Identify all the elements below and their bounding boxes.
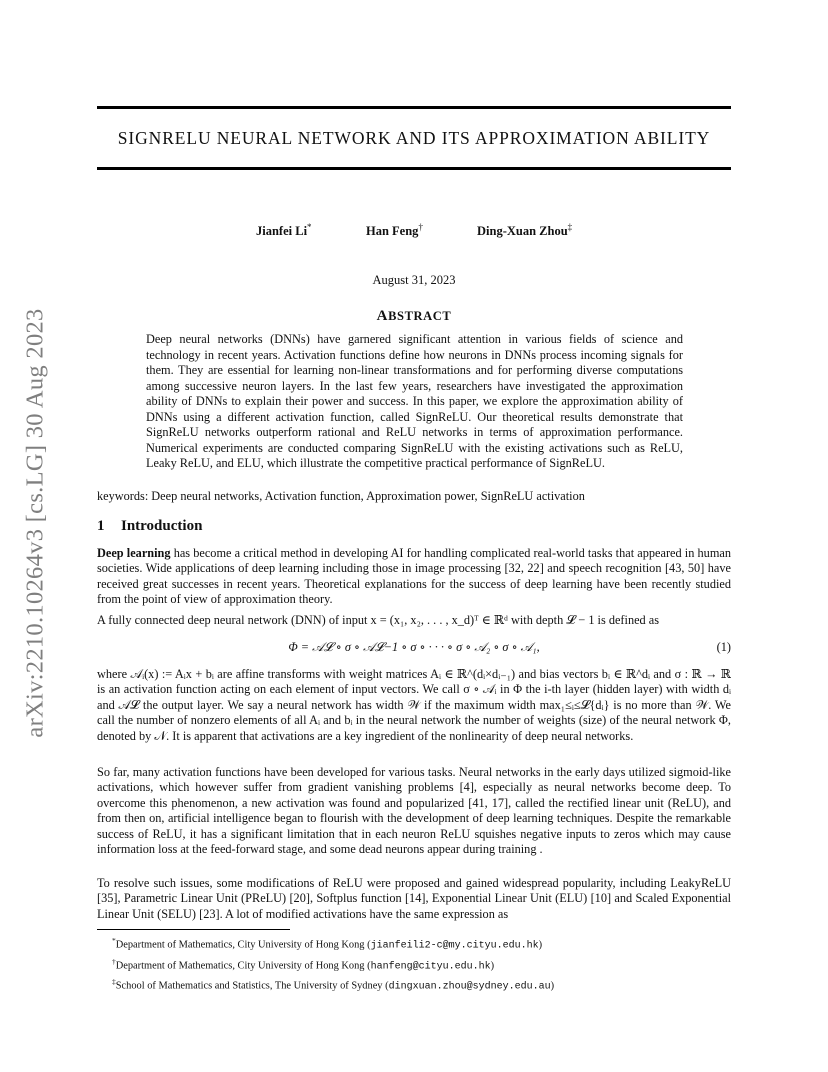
footnote-mark: * (112, 936, 116, 945)
footnote (112, 954, 731, 975)
author (477, 220, 572, 240)
footnote (112, 933, 731, 954)
paragraph (97, 546, 731, 608)
author (256, 220, 312, 240)
paragraph: where 𝒜ᵢ(x) := Aᵢx + bᵢ are affine transforms with weight matrices Aᵢ ∈ ℝ^(dᵢ×dᵢ₋₁) and bias vectors bᵢ ∈ ℝ^dᵢ and σ : ℝ → ℝ is an activation function acting on each element of input vectors. We call σ ∘ 𝒜ᵢ in Φ the i-th layer (hidden layer) with width dᵢ and 𝒜𝓛 the output layer. We say a neural network has width 𝒲 if the maximum width max₁≤ᵢ≤𝓛{dᵢ} is no more than 𝒲. We call the number of nonzero elements of all Aᵢ and bᵢ in the neural network the number of weights (size) of the neural network Φ, denoted by 𝒩. It is apparent that activations are a key ingredient of the nonlinearity of deep neural networks. (97, 667, 731, 743)
author (366, 220, 423, 240)
author-name: Han Feng (366, 224, 419, 239)
paragraph-text: has become a critical method in developing AI for handling complicated real-world tasks that appeared in human societies. Wide applications of deep learning including those in image processing [32, 22] and speech recognition [43, 50] have received great successes in recent years. Theoretical explanations for the success of deep learning have been recently studied from the point of view of approximation theory. (97, 546, 732, 607)
paragraph: To resolve such issues, some modifications of ReLU were proposed and gained widespread popularity, including LeakyReLU [35], Parametric Linear Unit (PReLU) [20], Softplus function [14], Exponential Linear Unit (ELU) [10] and Scaled Exponential Linear Unit (SELU) [23]. A lot of modified activations have the same expression as (97, 876, 731, 921)
author-mark: † (418, 222, 423, 232)
footnote-text: Department of Mathematics, City University of Hong Kong ( (115, 960, 371, 972)
footnote (112, 974, 731, 995)
abstract-heading-rest: BSTRACT (388, 309, 452, 323)
equation (97, 640, 731, 656)
arxiv-sidebar (22, 285, 48, 761)
title-rule-top (97, 106, 731, 109)
footnote-close: ) (538, 939, 543, 951)
title-rule-bottom (97, 167, 731, 170)
abstract-text: Deep neural networks (DNNs) have garnered significant attention in various fields of science and technology in recent years. Activation functions define how neurons in DNNs process incoming signals for them. They are essential for learning non-linear transformations and for performing diverse computations among successive neuron layers. In the last few years, researchers have investigated the approximation ability of DNNs to explain their power and success. In this paper, we explore the approximation ability of DNNs using a different activation function, called SignReLU. Our theoretical results demonstrate that SignReLU networks outperform rational and ReLU networks in terms of approximation performance. Numerical experiments are conducted comparing SignReLU with the existing activations such as ReLU, Leaky ReLU, and ELU, which illustrate the competitive practical performance of SignReLU. (146, 332, 683, 470)
section-heading (97, 519, 202, 534)
footnote-mark: † (112, 956, 116, 966)
equation-number: (1) (716, 640, 731, 654)
footnote-rule (97, 929, 290, 930)
footnote-close: ) (490, 960, 495, 972)
equation-formula: Φ = 𝒜𝓛 ∘ σ ∘ 𝒜𝓛−1 ∘ σ ∘ · · · ∘ σ ∘ 𝒜₂ ∘ σ ∘ 𝒜₁, (288, 640, 540, 654)
author-name: Ding-Xuan Zhou (477, 224, 568, 239)
footnotes (112, 933, 731, 995)
paragraph: A fully connected deep neural network (DNN) of input x = (x₁, x₂, . . . , x_d)ᵀ ∈ ℝᵈ with depth 𝓛 − 1 is defined as (97, 613, 660, 627)
bold-term: Deep learning (97, 546, 171, 560)
arxiv-identifier: arXiv:2210.10264v3 [cs.LG] 30 Aug 2023 (21, 308, 49, 738)
author-name: Jianfei Li (256, 224, 308, 239)
footnote-text: School of Mathematics and Statistics, The University of Sydney ( (115, 980, 389, 992)
footnote-email: jianfeili2-c@my.cityu.edu.hk (370, 940, 539, 952)
footnote-email: hanfeng@cityu.edu.hk (370, 961, 491, 973)
footnote-text: Department of Mathematics, City University of Hong Kong ( (115, 939, 371, 951)
abstract-heading (0, 309, 828, 324)
section-number: 1 (97, 518, 105, 534)
abstract-heading-initial: A (376, 308, 389, 324)
keywords: keywords: Deep neural networks, Activation function, Approximation power, SignReLU activation (97, 489, 585, 503)
paragraph: So far, many activation functions have been developed for various tasks. Neural networks in the early days utilized sigmoid-like activations, which however suffer from gradient vanishing problems [4], especially as neural networks become deep. To overcome this phenomenon, a new activation was found and popularized [41, 17], called the rectified linear unit (ReLU), and from then on, artificial intelligence began to flourish with the development of deep learning techniques. Despite the remarkable success of ReLU, it has a significant limitation that in each neuron ReLU squishes negative inputs to zeros which may cause information loss at the feed-forward stage, and some dead neurons appear during training . (97, 765, 731, 857)
footnote-mark: ‡ (112, 977, 116, 987)
author-mark: * (307, 222, 312, 232)
paper-title: SIGNRELU NEURAL NETWORK AND ITS APPROXIMATION ABILITY (117, 128, 711, 148)
footnote-email: dingxuan.zhou@sydney.edu.au (388, 981, 551, 993)
paper-date: August 31, 2023 (372, 273, 456, 287)
author-mark: ‡ (567, 222, 573, 232)
footnote-close: ) (550, 980, 555, 992)
section-title: Introduction (121, 518, 203, 534)
